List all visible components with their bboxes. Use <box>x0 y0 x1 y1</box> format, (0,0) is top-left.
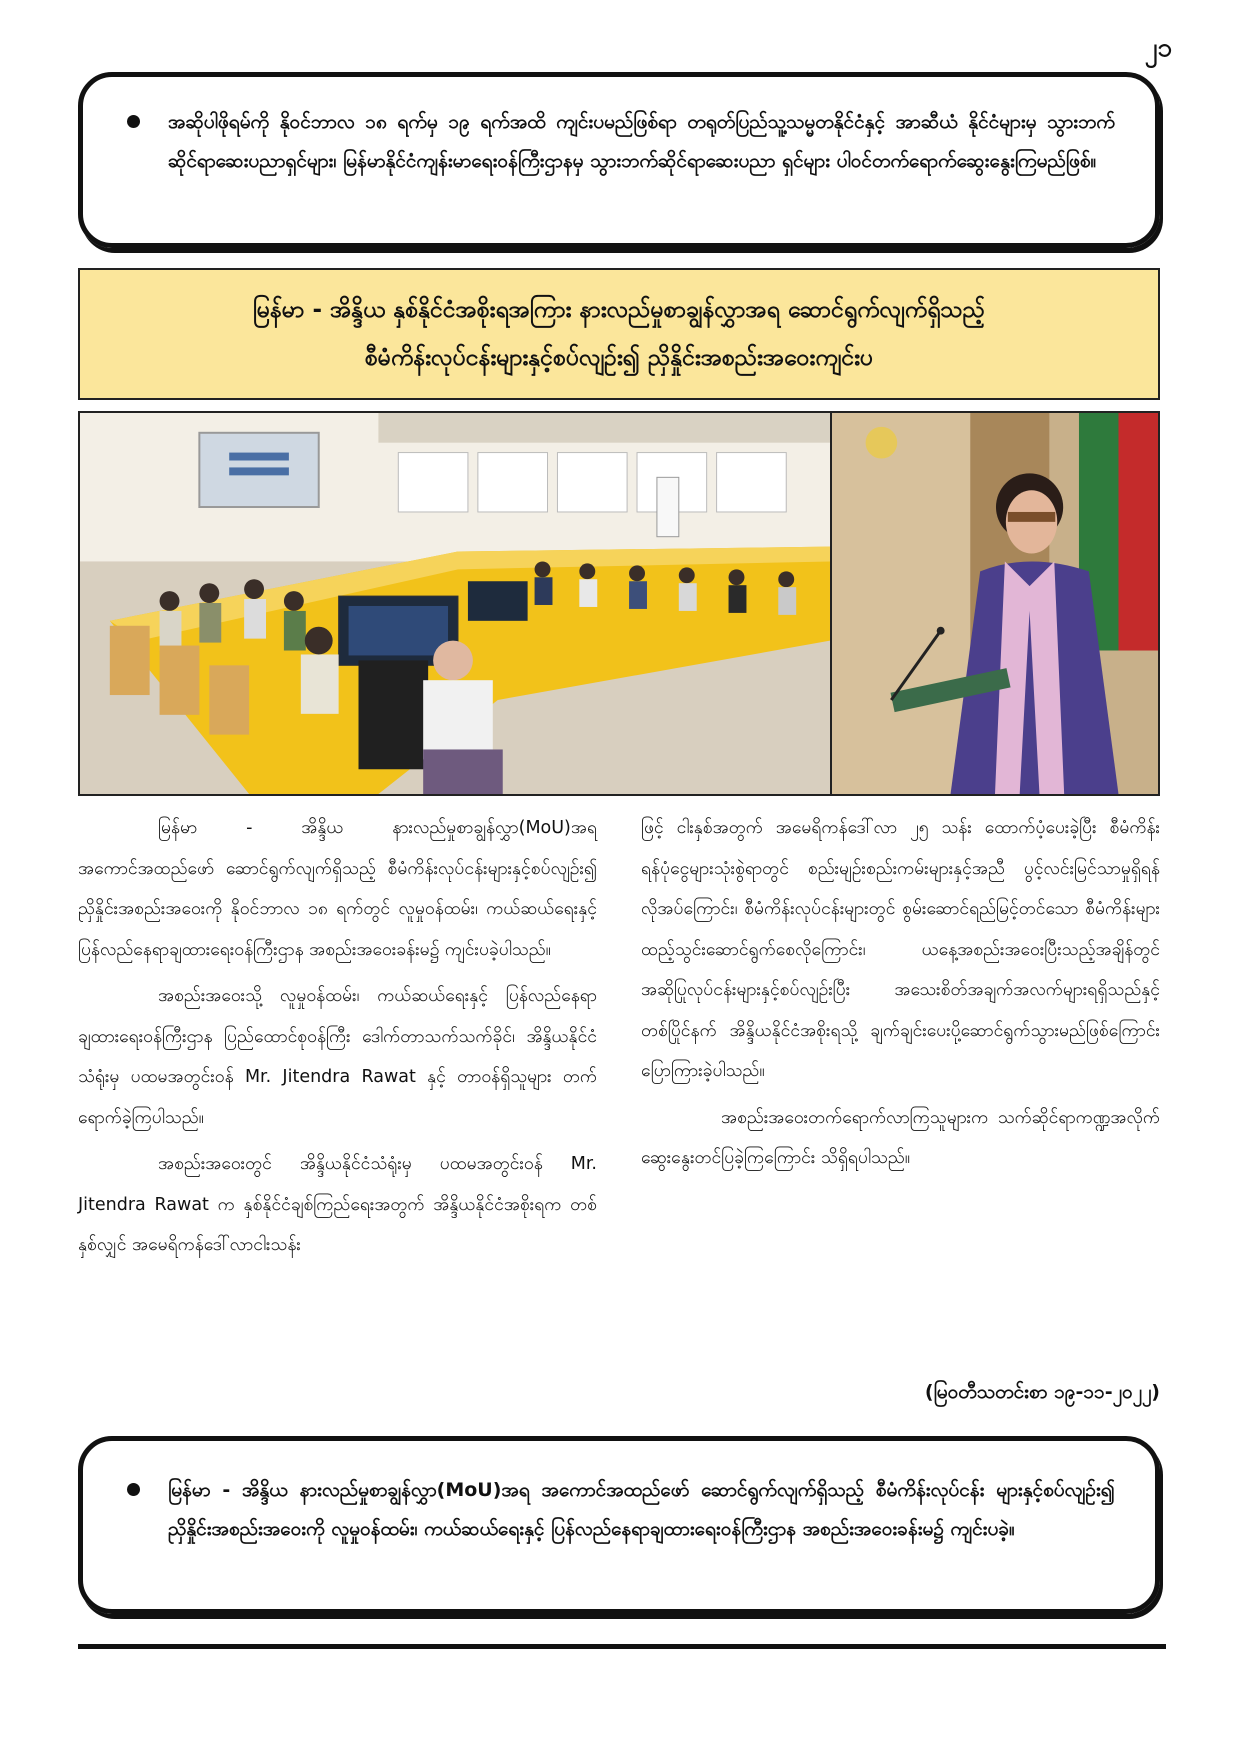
article-source: (မြဝတီသတင်းစာ ၁၉-၁၁-၂၀၂၂) <box>924 1381 1160 1403</box>
page-number: ၂၁ <box>1144 33 1172 63</box>
article-column-left <box>78 808 597 1378</box>
top-callout-text: အဆိုပါဖိုရမ်ကို နိုဝင်ဘာလ ၁၈ ရက်မှ ၁၉ ရက်အထိ ကျင်းပမည်ဖြစ်ရာ တရုတ်ပြည်သူ့သမ္မတနိုင်ငံနှင့် အာဆီယံ နိုင်ငံများမှ သွားဘက်ဆိုင်ရာဆေးပညာရှင်များ၊ မြန်မာနိုင်ငံကျန်းမာရေးဝန်ကြီးဌာနမှ သွားဘက်ဆိုင်ရာဆေးပညာ ရှင်များ ပါဝင်တက်ရောက်ဆွေးနွေးကြမည်ဖြစ်။ <box>168 111 1115 172</box>
headline-line-1: မြန်မာ - အိန္ဒိယ နှစ်နိုင်ငံအစိုးရအကြား နားလည်မှုစာချွန်လွှာအရ ဆောင်ရွက်လျက်ရှိသည့် <box>253 297 985 323</box>
article-paragraph: အစည်းအဝေးတက်ရောက်လာကြသူများက သက်ဆိုင်ရာကဏ္ဍအလိုက် ဆွေးနွေးတင်ပြခဲ့ကြကြောင်း သိရှိရပါသည်။ <box>641 1107 1160 1168</box>
article-paragraph: အစည်းအဝေးသို့ လူမှုဝန်ထမ်း၊ ကယ်ဆယ်ရေးနှင့် ပြန်လည်နေရာချထားရေးဝန်ကြီးဌာန ပြည်ထောင်စုဝန်ကြီး ဒေါက်တာသက်သက်ခိုင်၊ အိန္ဒိယနိုင်ငံသံရုံးမှ ပထမအတွင်းဝန် Mr. Jitendra Rawat နှင့် တာဝန်ရှိသူများ တက်ရောက်ခဲ့ကြပါသည်။ <box>78 986 597 1128</box>
bullet-icon <box>127 115 140 128</box>
headline-line-2: စီမံကိန်းလုပ်ငန်းများနှင့်စပ်လျဉ်း၍ ညှိနှိုင်းအစည်းအဝေးကျင်းပ <box>364 345 874 371</box>
speaker-illustration <box>832 413 1158 794</box>
article-headline <box>78 268 1160 400</box>
meeting-room-illustration <box>80 413 830 794</box>
article-body <box>78 808 1160 1378</box>
meeting-room-photo <box>78 411 832 796</box>
article-column-right <box>641 808 1160 1378</box>
speaker-photo <box>830 411 1160 796</box>
top-summary-callout <box>78 72 1160 248</box>
article-paragraph: ဖြင့် ငါးနှစ်အတွက် အမေရိကန်ဒေါ်လာ ၂၅ သန်း ထောက်ပံ့ပေးခဲ့ပြီး စီမံကိန်းရန်ပုံငွေများသုံးစွဲရာတွင် စည်းမျဉ်းစည်းကမ်းများနှင့်အညီ ပွင့်လင်းမြင်သာမှုရှိရန် လိုအပ်ကြောင်း၊ စီမံကိန်းလုပ်ငန်းများတွင် စွမ်းဆောင်ရည်မြင့်တင်သော စီမံကိန်းများ ထည့်သွင်းဆောင်ရွက်စေလိုကြောင်း၊ ယနေ့အစည်းအဝေးပြီးသည့်အချိန်တွင် အဆိုပြုလုပ်ငန်းများနှင့်စပ်လျဉ်းပြီး အသေးစိတ်အချက်အလက်များရရှိသည်နှင့်တစ်ပြိုင်နက် အိန္ဒိယနိုင်ငံအစိုးရသို့ ချက်ချင်းပေးပို့ဆောင်ရွက်သွားမည်ဖြစ်ကြောင်း ပြောကြားခဲ့ပါသည်။ <box>641 818 1160 1081</box>
bottom-summary-callout <box>78 1436 1160 1614</box>
top-callout-bullet <box>127 103 1115 181</box>
bottom-callout-text: မြန်မာ - အိန္ဒိယ နားလည်မှုစာချွန်လွှာ(MoU)အရ အကောင်အထည်ဖော် ဆောင်ရွက်လျက်ရှိသည့် စီမံကိန်းလုပ်ငန်း များနှင့်စပ်လျဉ်း၍ ညှိနှိုင်းအစည်းအဝေးကို လူမှုဝန်ထမ်း၊ ကယ်ဆယ်ရေးနှင့် ပြန်လည်နေရာချထားရေးဝန်ကြီးဌာန အစည်းအဝေးခန်းမ၌ ကျင်းပခဲ့။ <box>168 1479 1115 1540</box>
article-paragraph: အစည်းအဝေးတွင် အိန္ဒိယနိုင်ငံသံရုံးမှ ပထမအတွင်းဝန် Mr. Jitendra Rawat က နှစ်နိုင်ငံချစ်ကြည်ရေးအတွက် အိန္ဒိယနိုင်ငံအစိုးရက တစ်နှစ်လျှင် အမေရိကန်ဒေါ်လာငါးသန်း <box>78 1154 597 1255</box>
bullet-icon <box>127 1483 140 1496</box>
article-paragraph: မြန်မာ - အိန္ဒိယ နားလည်မှုစာချွန်လွှာ(MoU)အရ အကောင်အထည်ဖော် ဆောင်ရွက်လျက်ရှိသည့် စီမံကိန်းလုပ်ငန်းများနှင့်စပ်လျဉ်း၍ ညှိနှိုင်းအစည်းအဝေးကို နိုဝင်ဘာလ ၁၈ ရက်တွင် လူမှုဝန်ထမ်း၊ ကယ်ဆယ်ရေးနှင့် ပြန်လည်နေရာချထားရေးဝန်ကြီးဌာန အစည်းအဝေးခန်းမ၌ ကျင်းပခဲ့ပါသည်။ <box>78 818 597 960</box>
bottom-callout-bullet <box>127 1471 1115 1549</box>
page-divider <box>78 1644 1166 1649</box>
